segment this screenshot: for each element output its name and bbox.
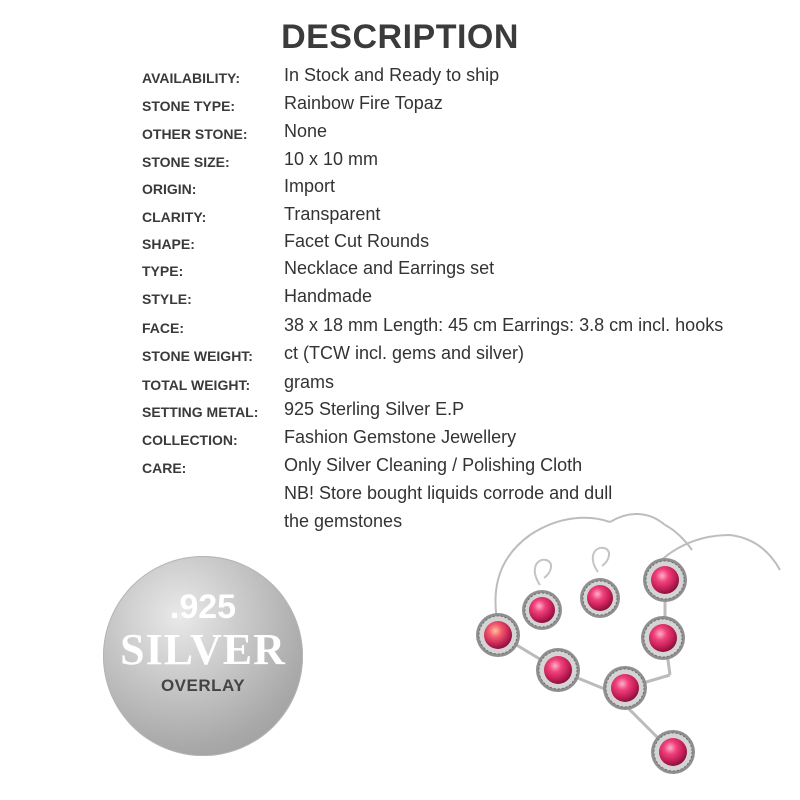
spec-row-care	[142, 455, 792, 479]
spec-value: Handmade	[284, 286, 373, 306]
spec-label: STONE SIZE:	[142, 154, 230, 170]
spec-value: Facet Cut Rounds	[284, 231, 430, 251]
necklace-stone	[603, 666, 647, 710]
spec-row-stone-size	[142, 149, 792, 173]
badge-silver-text: SILVER	[120, 625, 286, 674]
spec-value: Transparent	[284, 204, 381, 224]
spec-value: Rainbow Fire Topaz	[284, 93, 443, 113]
care-note-line-1: NB! Store bought liquids corrode and dull	[284, 483, 613, 503]
necklace-earrings-image	[460, 500, 795, 800]
spec-label: OTHER STONE:	[142, 126, 248, 142]
spec-row-collection	[142, 427, 792, 451]
spec-label: TYPE:	[142, 263, 184, 279]
spec-label: TOTAL WEIGHT:	[142, 377, 251, 393]
spec-value: None	[284, 121, 328, 141]
spec-value: ct (TCW incl. gems and silver)	[284, 343, 525, 363]
silver-overlay-badge	[103, 556, 303, 756]
spec-row-type	[142, 258, 792, 282]
spec-row-shape	[142, 231, 792, 255]
spec-value: 925 Sterling Silver E.P	[284, 399, 465, 419]
spec-label: CLARITY:	[142, 209, 207, 225]
spec-value: Import	[284, 176, 336, 196]
necklace-stone	[476, 613, 520, 657]
spec-label: AVAILABILITY:	[142, 70, 240, 86]
necklace-stone	[651, 730, 695, 774]
spec-value: 38 x 18 mm Length: 45 cm Earrings: 3.8 cm incl. hooks	[284, 315, 724, 335]
necklace-stone	[643, 558, 687, 602]
spec-row-face	[142, 315, 792, 339]
spec-label: ORIGIN:	[142, 181, 197, 197]
spec-label: FACE:	[142, 320, 184, 336]
spec-value: In Stock and Ready to ship	[284, 65, 500, 85]
spec-value: grams	[284, 372, 335, 392]
spec-value: Fashion Gemstone Jewellery	[284, 427, 517, 447]
spec-value: Necklace and Earrings set	[284, 258, 495, 278]
earring-hook-icon	[593, 548, 609, 572]
spec-label: STONE TYPE:	[142, 98, 236, 114]
earring-hook-icon	[535, 560, 551, 585]
spec-label: SHAPE:	[142, 236, 195, 252]
spec-row-other-stone	[142, 121, 792, 145]
spec-label: SETTING METAL:	[142, 404, 259, 420]
spec-value: 10 x 10 mm	[284, 149, 379, 169]
spec-row-stone-weight	[142, 343, 792, 367]
care-note-line-2: the gemstones	[284, 511, 403, 531]
necklace-stone	[536, 648, 580, 692]
spec-row-origin	[142, 176, 792, 200]
spec-value: Only Silver Cleaning / Polishing Cloth	[284, 455, 583, 475]
page-title: DESCRIPTION	[281, 18, 519, 56]
badge-purity: .925	[169, 588, 237, 626]
earring	[522, 590, 562, 630]
badge-overlay-text: OVERLAY	[160, 676, 246, 695]
spec-label: CARE:	[142, 460, 187, 476]
spec-row-style	[142, 286, 792, 310]
spec-row-setting-metal	[142, 399, 792, 423]
spec-row-total-weight	[142, 372, 792, 396]
necklace-stone	[641, 616, 685, 660]
spec-label: COLLECTION:	[142, 432, 238, 448]
spec-row-clarity	[142, 204, 792, 228]
spec-label: STONE WEIGHT:	[142, 348, 253, 364]
spec-label: STYLE:	[142, 291, 192, 307]
spec-row-stone-type	[142, 93, 792, 117]
earring	[580, 578, 620, 618]
spec-row-availability	[142, 65, 792, 89]
